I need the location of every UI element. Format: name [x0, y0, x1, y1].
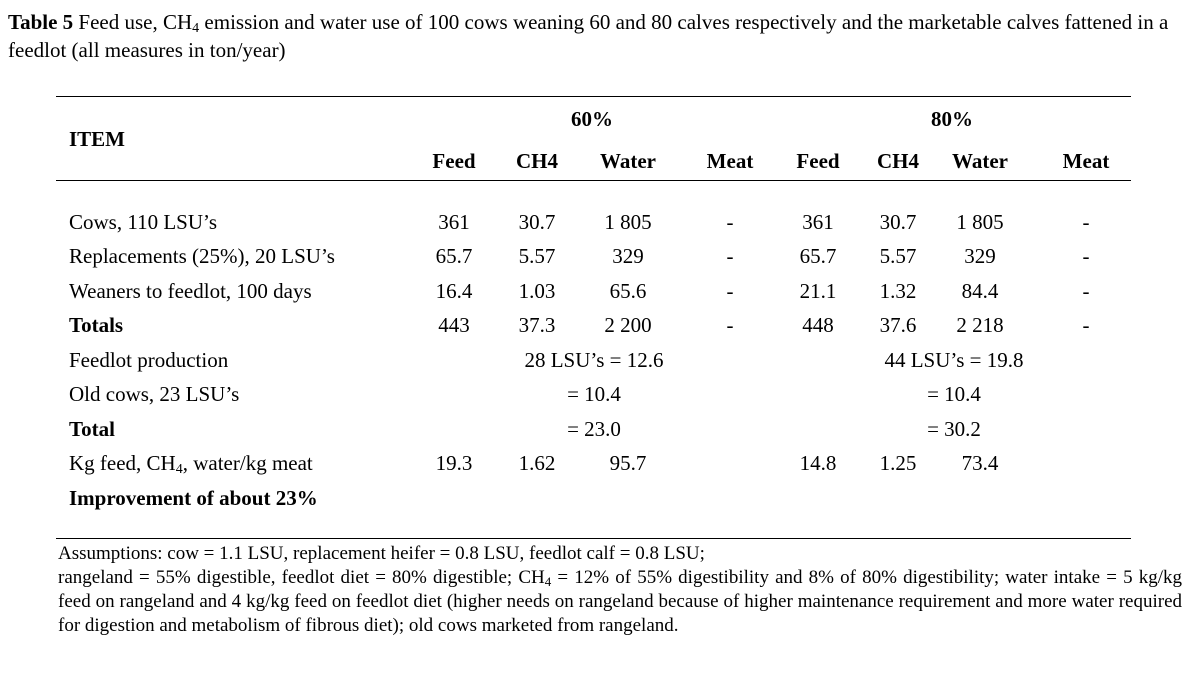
caption-text-b: emission and water use of 100 cows weaning 60 and 80 calves respectively and the marketable calves fattened in a feedlot (all measures in ton/year) [8, 10, 1169, 62]
table-cell: 95.7 [609, 451, 647, 475]
column-header: Feed [432, 149, 476, 173]
caption-text-a: Feed use, CH [78, 10, 193, 34]
table-cell: 1.32 [879, 279, 917, 303]
table-cell: 1.25 [879, 451, 917, 475]
kg-label-b: , water/kg meat [182, 451, 313, 475]
table-cell: 19.3 [435, 451, 473, 475]
notes-text-b: = 12% of 55% digestibility and 8% of 80% digestibility; water intake = 5 kg/kg feed on rangeland and 4 kg/kg feed on feedlot diet (higher needs on rangeland because of higher maintenance requirement and more water required for digestion and metabolism of fibrous diet); old cows marketed from rangeland. [58, 567, 1183, 636]
notes-text-a: rangeland = 55% digestible, feedlot diet = 80% digestible; CH [58, 567, 545, 588]
row-label: Old cows, 23 LSU’s [69, 382, 240, 406]
notes-rule [56, 538, 1131, 539]
table-cell: - [726, 313, 734, 337]
table-cell: 21.1 [799, 279, 837, 303]
column-header: CH4 [516, 149, 558, 173]
row-label: Totals [69, 313, 124, 337]
table-cell: - [726, 210, 734, 234]
row-label: Feedlot production [69, 348, 229, 372]
table-cell: 1 805 [956, 210, 1004, 234]
table-cell: 37.3 [518, 313, 556, 337]
group-header-60: 60% [571, 107, 613, 131]
table-cell: 2 218 [956, 313, 1004, 337]
row-label: Cows, 110 LSU’s [69, 210, 217, 234]
span-cell-right: 44 LSU’s = 19.8 [884, 348, 1024, 372]
table-caption [8, 8, 1190, 64]
span-cell-left: = 10.4 [567, 382, 621, 406]
table-cell: 65.7 [435, 244, 473, 268]
table-cell: 30.7 [518, 210, 556, 234]
table-cell: 1.62 [518, 451, 556, 475]
table-cell: 361 [438, 210, 470, 234]
column-header: CH4 [877, 149, 919, 173]
table-cell: 5.57 [879, 244, 917, 268]
item-header: ITEM [69, 127, 126, 151]
notes-sub: 4 [544, 574, 552, 589]
column-header: Water [600, 149, 656, 173]
row-label-kg [69, 450, 313, 476]
table-cell: 5.57 [518, 244, 556, 268]
kg-label-a: Kg feed, CH [69, 451, 176, 475]
column-header: Feed [796, 149, 840, 173]
table-cell: 1 805 [604, 210, 652, 234]
improvement-note: Improvement of about 23% [69, 486, 318, 510]
table-cell: 84.4 [961, 279, 999, 303]
table-cell: - [1082, 244, 1090, 268]
kg-label-sub: 4 [175, 462, 183, 477]
table-cell: 329 [964, 244, 996, 268]
table-header-rule [56, 180, 1131, 181]
table-cell: - [1082, 279, 1090, 303]
span-cell-right: = 10.4 [927, 382, 981, 406]
table-top-rule [56, 96, 1131, 97]
table-cell: - [726, 279, 734, 303]
span-cell-left: 28 LSU’s = 12.6 [524, 348, 664, 372]
table-cell: - [1082, 313, 1090, 337]
row-label: Weaners to feedlot, 100 days [69, 279, 312, 303]
table-notes [58, 542, 1182, 638]
table-cell: 65.7 [799, 244, 837, 268]
table-cell: 361 [802, 210, 834, 234]
caption-sub: 4 [192, 21, 200, 36]
table-cell: - [1082, 210, 1090, 234]
notes-line-1: Assumptions: cow = 1.1 LSU, replacement heifer = 0.8 LSU, feedlot calf = 0.8 LSU; [58, 543, 705, 564]
table-cell: 30.7 [879, 210, 917, 234]
row-label: Replacements (25%), 20 LSU’s [69, 244, 335, 268]
table-cell: 1.03 [518, 279, 556, 303]
column-header: Meat [1062, 149, 1110, 173]
table-cell: 2 200 [604, 313, 652, 337]
table-cell: 443 [438, 313, 470, 337]
group-header-80: 80% [931, 107, 973, 131]
table-cell: 16.4 [435, 279, 473, 303]
column-header: Water [952, 149, 1008, 173]
table-cell: - [726, 244, 734, 268]
table-cell: 14.8 [799, 451, 837, 475]
notes-line-2 [58, 566, 1182, 638]
table-cell: 73.4 [961, 451, 999, 475]
table-cell: 448 [802, 313, 834, 337]
table-cell: 37.6 [879, 313, 917, 337]
column-header: Meat [706, 149, 754, 173]
caption-label: Table 5 [8, 10, 74, 34]
table-cell: 329 [612, 244, 644, 268]
span-cell-right: = 30.2 [927, 417, 981, 441]
table-cell: 65.6 [609, 279, 647, 303]
row-label: Total [69, 417, 115, 441]
span-cell-left: = 23.0 [567, 417, 621, 441]
